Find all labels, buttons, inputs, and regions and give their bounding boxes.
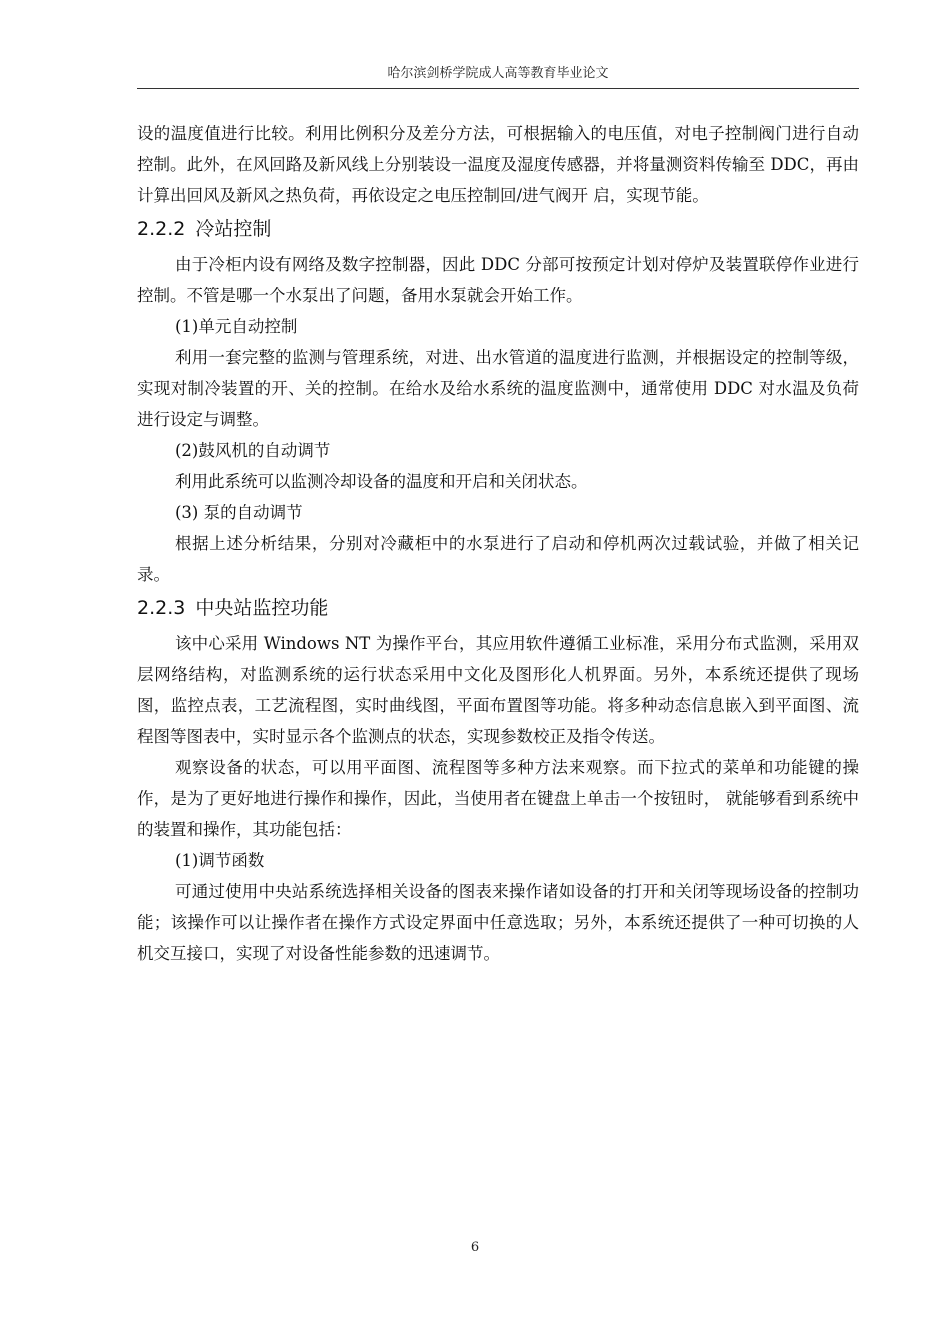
running-header: 哈尔滨剑桥学院成人高等教育毕业论文 <box>387 66 609 81</box>
list-item-heading: (1)调节函数 <box>175 851 265 870</box>
paragraph: 该中心采用 Windows NT 为操作平台，其应用软件遵循工业标准，采用分布式监测，采用双层网络结构，对监测系统的运行状态采用中文化及图形化人机界面。另外，本系统还提供了现场图，监控点表，工艺流程图，实时曲线图，平面布置图等功能。将多种动态信息嵌入到平面图、流程图等图表中，实时显示各个监测点的状态，实现参数校正及指令传送。 <box>137 634 859 746</box>
section-heading-2-2-2 <box>137 215 859 243</box>
paragraph: 利用此系统可以监测冷却设备的温度和开启和关闭状态。 <box>175 472 588 491</box>
list-item-heading: (3) 泵的自动调节 <box>175 503 303 522</box>
paragraph: 设的温度值进行比较。利用比例积分及差分方法，可根据输入的电压值，对电子控制阀门进行自动控制。此外，在风回路及新风线上分别装设一温度及湿度传感器，并将量测资料传输至 DDC，再由计算出回风及新风之热负荷，再依设定之电压控制回/进气阀开 启，实现节能。 <box>137 124 859 205</box>
section-heading-2-2-3 <box>137 594 859 622</box>
header-divider <box>137 88 859 89</box>
section-number: 2.2.2 <box>137 218 186 240</box>
page-number: 6 <box>470 1240 480 1255</box>
section-title: 冷站控制 <box>195 218 272 240</box>
section-number: 2.2.3 <box>137 597 186 619</box>
paragraph: 利用一套完整的监测与管理系统，对进、出水管道的温度进行监测，并根据设定的控制等级，实现对制冷装置的开、关的控制。在给水及给水系统的温度监测中，通常使用 DDC 对水温及负荷进行设定与调整。 <box>137 348 859 429</box>
list-item-heading: (1)单元自动控制 <box>175 317 298 336</box>
paragraph: 可通过使用中央站系统选择相关设备的图表来操作诸如设备的打开和关闭等现场设备的控制功能；该操作可以让操作者在操作方式设定界面中任意选取；另外，本系统还提供了一种可切换的人机交互接口，实现了对设备性能参数的迅速调节。 <box>137 882 859 963</box>
paragraph: 根据上述分析结果，分别对冷藏柜中的水泵进行了启动和停机两次过载试验，并做了相关记录。 <box>137 534 859 584</box>
document-body <box>137 118 859 969</box>
list-item-heading: (2)鼓风机的自动调节 <box>175 441 331 460</box>
paragraph: 观察设备的状态，可以用平面图、流程图等多种方法来观察。而下拉式的菜单和功能键的操作，是为了更好地进行操作和操作，因此，当使用者在键盘上单击一个按钮时， 就能够看到系统中的装置和操作，其功能包括： <box>137 758 859 839</box>
section-title: 中央站监控功能 <box>195 597 329 619</box>
paragraph: 由于冷柜内设有网络及数字控制器，因此 DDC 分部可按预定计划对停炉及装置联停作业进行控制。不管是哪一个水泵出了问题，备用水泵就会开始工作。 <box>137 255 859 305</box>
